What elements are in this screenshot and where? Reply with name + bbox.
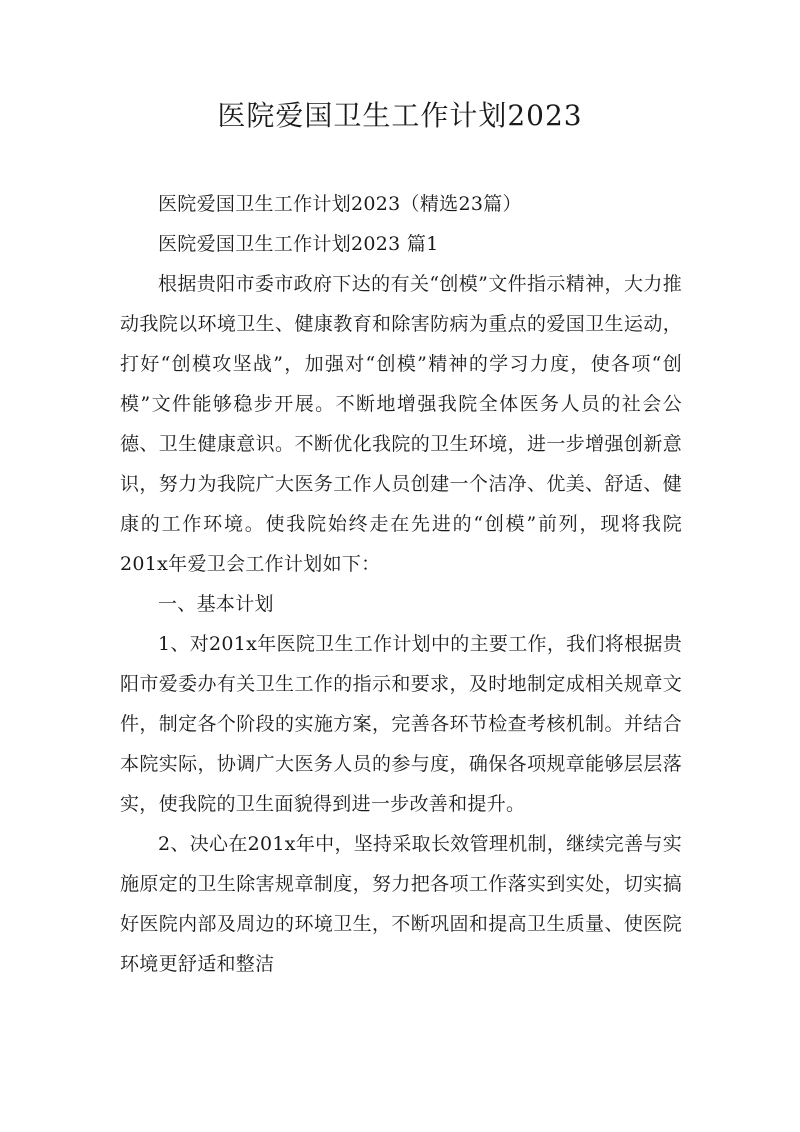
paragraph-item-2: 2、决心在201x年中，坚持采取长效管理机制，继续完善与实施原定的卫生除害规章制度，努力把各项工作落实到实处，切实搞好医院内部及周边的环境卫生，不断巩固和提高卫生质量、使医院环境更舒适和整洁 <box>120 833 682 975</box>
paragraph-section-heading: 医院爱国卫生工作计划2023 篇1 <box>158 233 439 255</box>
paragraph-item-1: 1、对201x年医院卫生工作计划中的主要工作，我们将根据贵阳市爱委办有关卫生工作的指示和要求，及时地制定成相关规章文件，制定各个阶段的实施方案，完善各环节检查考核机制。并结合本院实际，协调广大医务人员的参与度，确保各项规章能够层层落实，使我院的卫生面貌得到进一步改善和提升。 <box>120 633 682 815</box>
paragraph-subtitle: 医院爱国卫生工作计划2023（精选23篇） <box>158 193 522 215</box>
document-body <box>120 184 682 984</box>
paragraph-basic-plan-heading: 一、基本计划 <box>158 593 274 615</box>
paragraph-intro: 根据贵阳市委市政府下达的有关“创模”文件指示精神，大力推动我院以环境卫生、健康教育和除害防病为重点的爱国卫生运动，打好“创模攻坚战”，加强对“创模”精神的学习力度，使各项“创模”文件能够稳步开展。不断地增强我院全体医务人员的社会公德、卫生健康意识。不断优化我院的卫生环境，进一步增强创新意识，努力为我院广大医务工作人员创建一个洁净、优美、舒适、健康的工作环境。使我院始终走在先进的“创模”前列，现将我院201x年爱卫会工作计划如下： <box>120 273 682 575</box>
document-title: 医院爱国卫生工作计划2023 <box>217 99 583 132</box>
